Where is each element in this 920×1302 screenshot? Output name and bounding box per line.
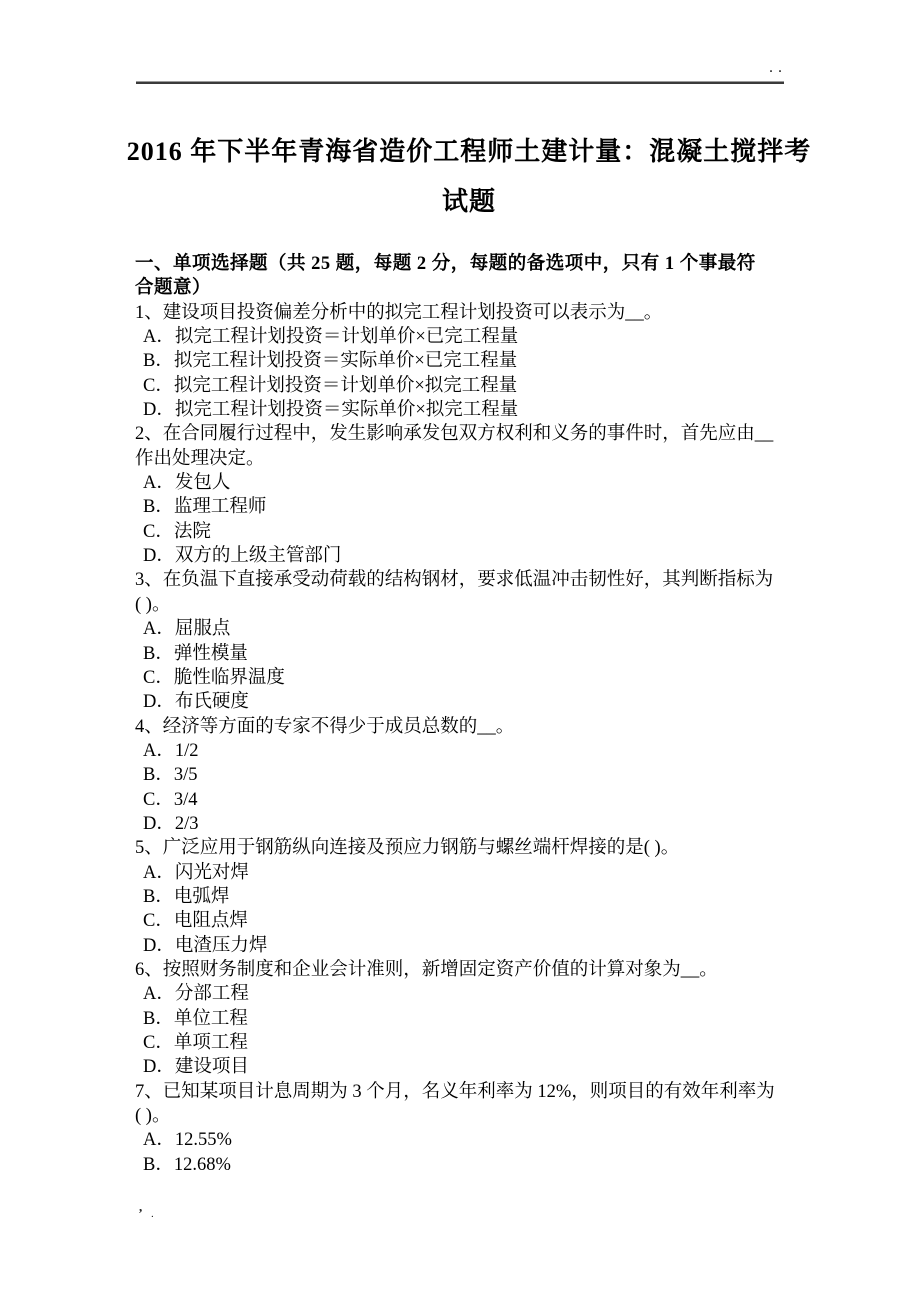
exam-content: [135, 252, 800, 1177]
section-heading-line-2: 合题意）: [135, 278, 212, 299]
header-rule: [136, 81, 784, 84]
option-line: B．3/5: [143, 765, 198, 786]
option-line: B．12.68%: [143, 1154, 231, 1175]
questions-list: [135, 301, 800, 1177]
question-block: [135, 1080, 800, 1177]
question-block: [135, 715, 800, 837]
question-block: [135, 422, 800, 568]
title-line-1: 2016 年下半年青海省造价工程师土建计量：混凝土搅拌考: [126, 137, 812, 166]
question-text-line: 7、已知某项目计息周期为 3 个月，名义年利率为 12%，则项目的有效年利率为: [135, 1081, 775, 1102]
option-line: B．拟完工程计划投资＝实际单价×已完工程量: [143, 351, 518, 372]
question-text-line: ( )。: [135, 594, 171, 615]
option-line: D．布氏硬度: [143, 692, 249, 713]
option-line: C．拟完工程计划投资＝计划单价×拟完工程量: [143, 375, 518, 396]
option-line: D．电渣压力焊: [143, 935, 268, 956]
option-line: D．建设项目: [143, 1057, 249, 1078]
option-line: C．电阻点焊: [143, 911, 248, 932]
question-text-line: ( )。: [135, 1106, 171, 1127]
footer-stray-mark-1: ,: [139, 1199, 143, 1214]
question-block: [135, 301, 800, 423]
option-line: A．分部工程: [143, 984, 249, 1005]
section-heading: [135, 252, 800, 301]
option-line: B．单位工程: [143, 1008, 248, 1029]
option-line: B．弹性模量: [143, 643, 248, 664]
document-title: [124, 127, 814, 227]
option-line: A．12.55%: [143, 1130, 232, 1151]
question-text-line: 4、经济等方面的专家不得少于成员总数的__。: [135, 716, 515, 737]
footer-stray-mark-2: .: [151, 1208, 154, 1220]
option-line: B．监理工程师: [143, 497, 267, 518]
option-line: A．屈服点: [143, 619, 231, 640]
option-line: C．脆性临界温度: [143, 667, 285, 688]
option-line: A．1/2: [143, 740, 199, 761]
header-corner-mark: ..: [768, 64, 787, 75]
question-text-line: 6、按照财务制度和企业会计准则，新增固定资产价值的计算对象为__。: [135, 959, 718, 980]
question-text-line: 1、建设项目投资偏差分析中的拟完工程计划投资可以表示为__。: [135, 302, 663, 323]
option-line: C．3/4: [143, 789, 198, 810]
option-line: C．单项工程: [143, 1033, 248, 1053]
question-text-line: 2、在合同履行过程中，发生影响承发包双方权利和义务的事件时，首先应由__: [135, 424, 774, 445]
option-line: B．电弧焊: [143, 886, 230, 907]
question-text-line: 3、在负温下直接承受动荷载的结构钢材，要求低温冲击韧性好，其判断指标为: [135, 570, 774, 591]
title-line-2: 试题: [441, 187, 496, 216]
option-line: D．双方的上级主管部门: [143, 546, 342, 567]
question-text-line: 5、广泛应用于钢筋纵向连接及预应力钢筋与螺丝端杆焊接的是( )。: [135, 838, 680, 859]
option-line: C．法院: [143, 521, 211, 542]
question-block: [135, 568, 800, 714]
option-line: D．2/3: [143, 813, 199, 834]
question-block: [135, 958, 800, 1080]
option-line: D．拟完工程计划投资＝实际单价×拟完工程量: [143, 400, 519, 421]
question-text-line: 作出处理决定。: [135, 448, 265, 469]
question-block: [135, 836, 800, 958]
option-line: A．拟完工程计划投资＝计划单价×已完工程量: [143, 327, 519, 348]
option-line: A．发包人: [143, 473, 231, 494]
section-heading-line-1: 一、单项选择题（共 25 题，每题 2 分，每题的备选项中，只有 1 个事最符: [135, 254, 756, 274]
option-line: A．闪光对焊: [143, 862, 249, 883]
